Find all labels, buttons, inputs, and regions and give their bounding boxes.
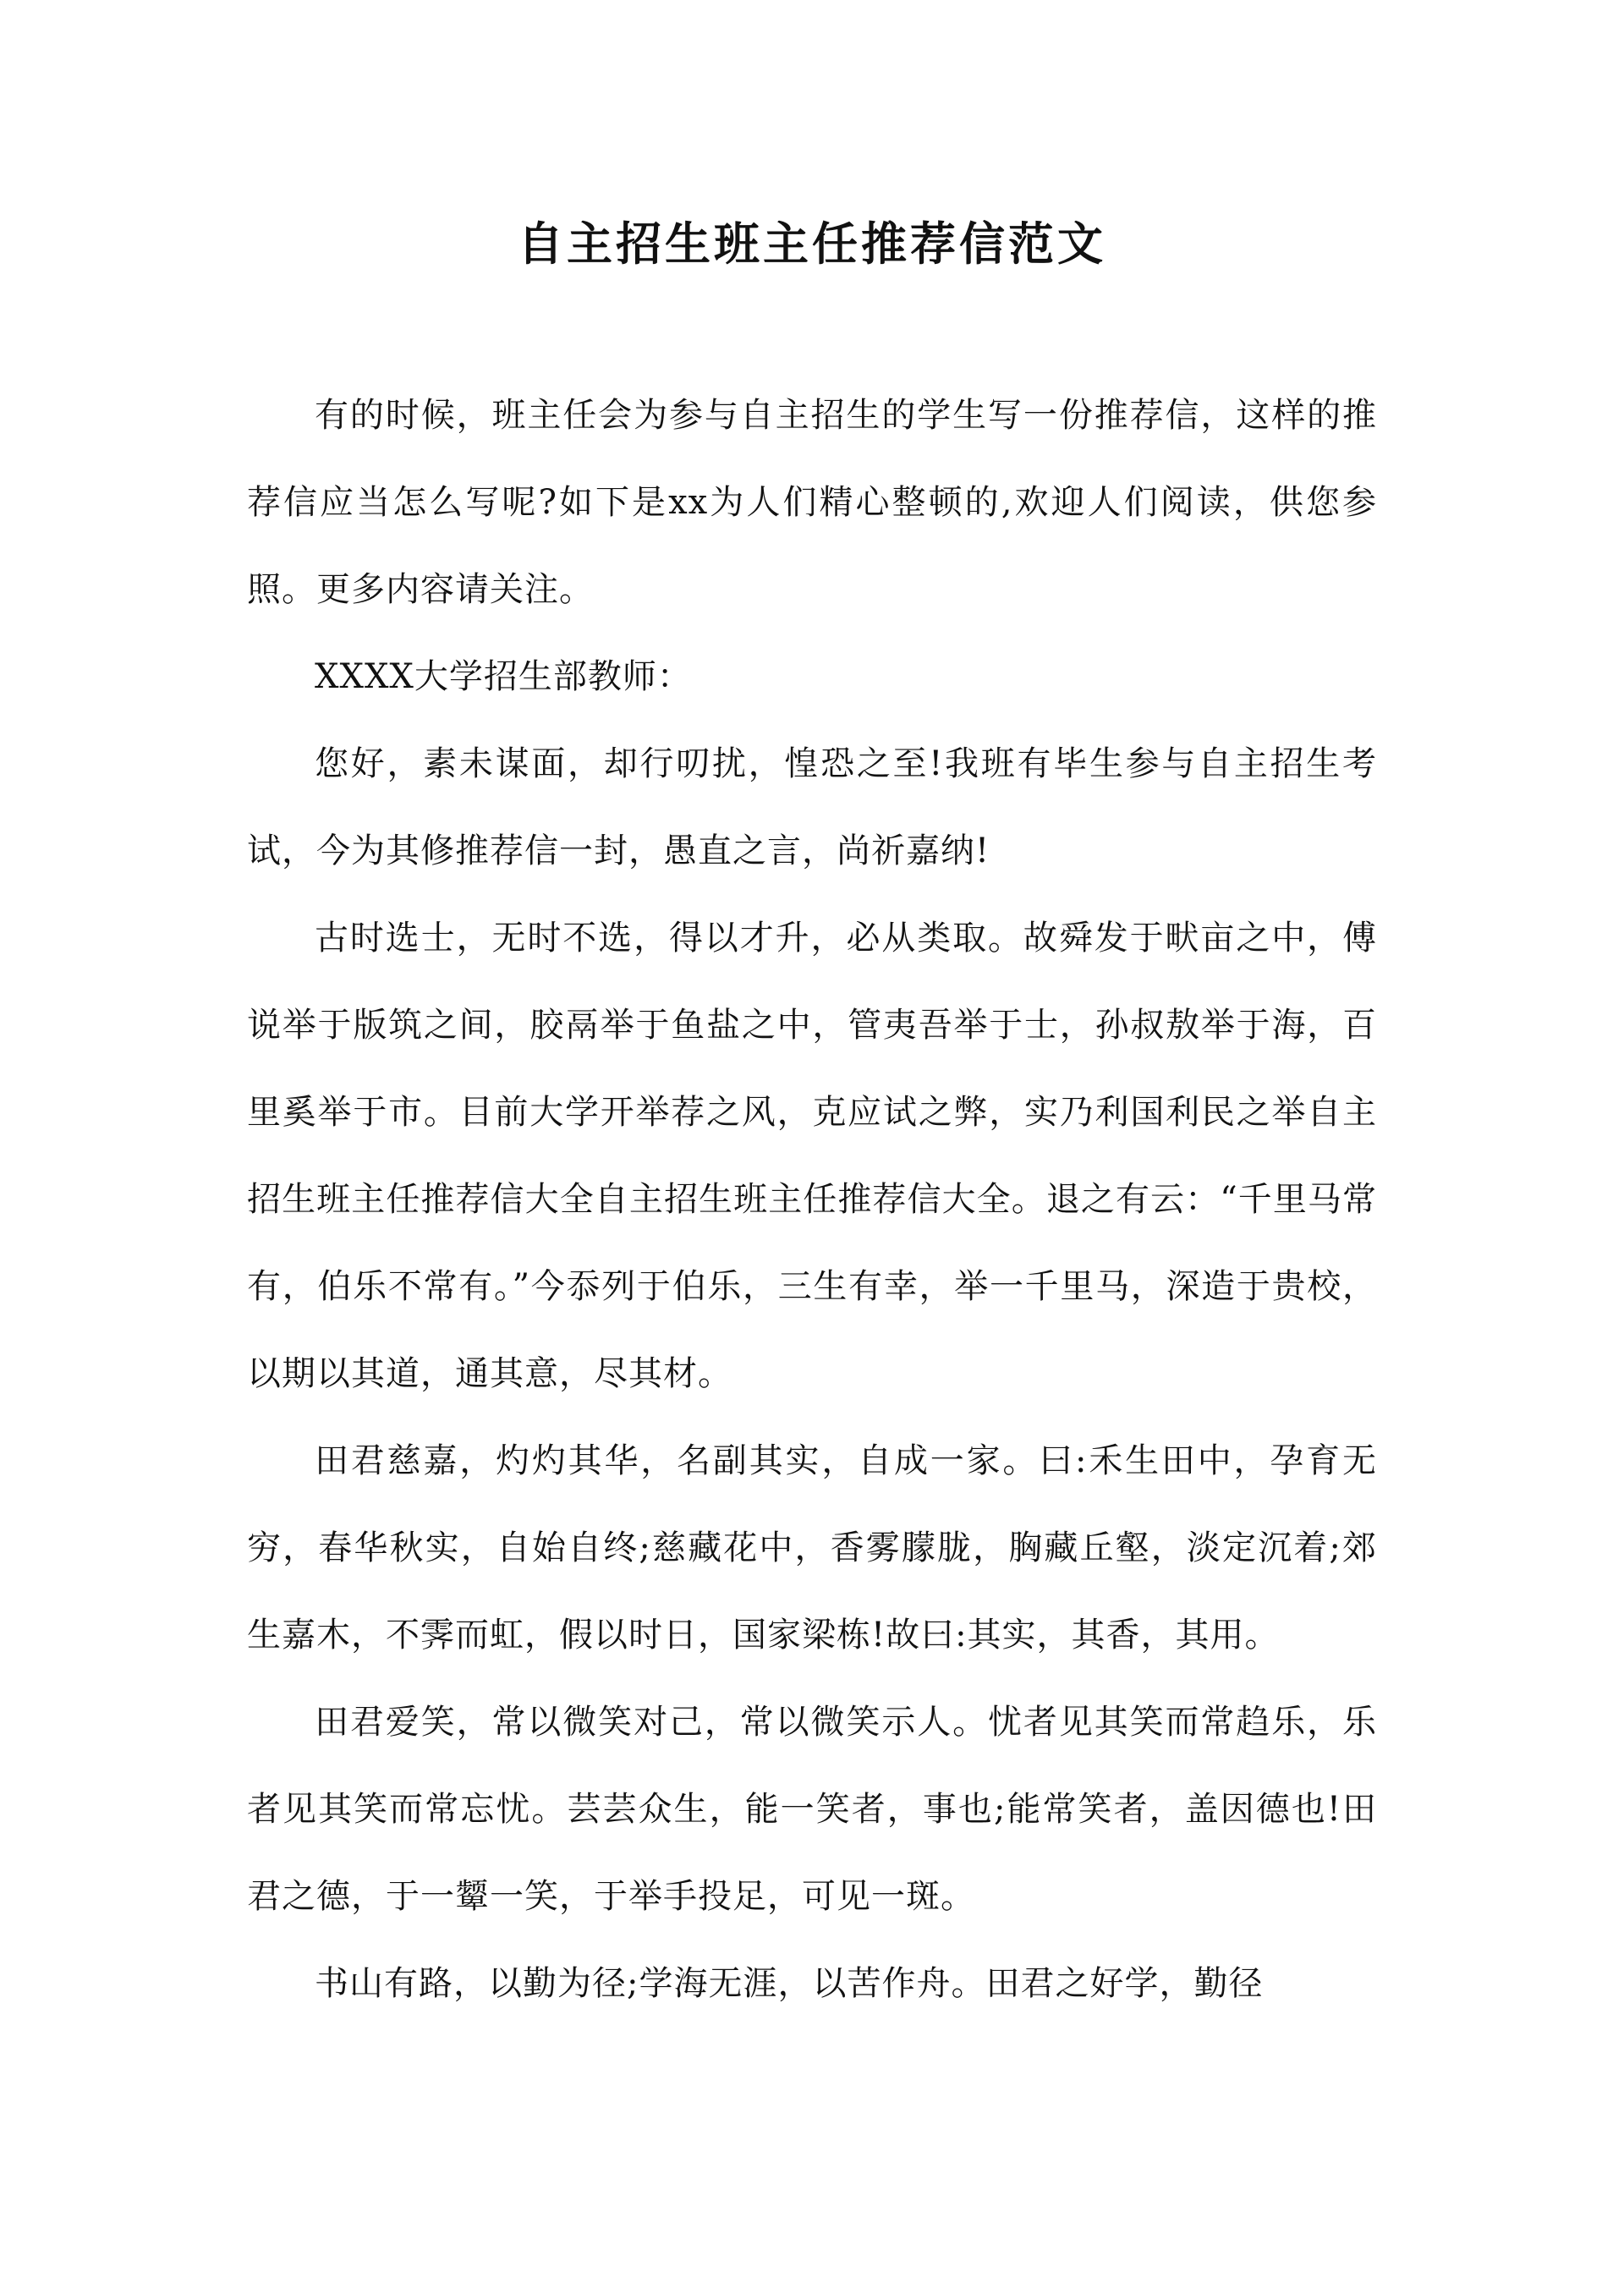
document-body [247, 372, 1377, 2028]
paragraph-intro: 有的时候，班主任会为参与自主招生的学生写一份推荐信，这样的推荐信应当怎么写呢?如下是xx为人们精心整顿的,欢迎人们阅读，供您参照。更多内容请关注。 [247, 396, 1377, 609]
paragraph-study: 书山有路，以勤为径;学海无涯，以苦作舟。田君之好学，勤径 [315, 1964, 1264, 2003]
document-title: 自主招生班主任推荐信范文 [518, 217, 1106, 271]
paragraph-smile: 田君爱笑，常以微笑对己，常以微笑示人。忧者见其笑而常趋乐，乐者见其笑而常忘忧。芸芸众生，能一笑者，事也;能常笑者，盖因德也!田君之德，于一颦一笑，于举手投足，可见一斑。 [247, 1703, 1377, 1916]
paragraph-selection: 古时选士，无时不选，得以才升，必从类取。故舜发于畎亩之中，傅说举于版筑之间，胶鬲举于鱼盐之中，管夷吾举于士，孙叔敖举于海，百里奚举于市。目前大学开举荐之风，克应试之弊，实乃利国利民之举自主招生班主任推荐信大全自主招生班主任推荐信大全。退之有云：“千里马常有，伯乐不常有。”今忝列于伯乐，三生有幸，举一千里马，深造于贵校，以期以其道，通其意，尽其材。 [247, 919, 1377, 1393]
paragraph-greeting: 您好，素未谋面，却行叨扰，惶恐之至!我班有毕生参与自主招生考试，今为其修推荐信一封，愚直之言，尚祈嘉纳! [247, 744, 1377, 870]
paragraph-character: 田君慈嘉，灼灼其华，名副其实，自成一家。曰:禾生田中，孕育无穷，春华秋实，自始自终;慈藏花中，香雾朦胧，胸藏丘壑，淡定沉着;郊生嘉木，不霁而虹，假以时日，国家梁栋!故曰:其实，其香，其用。 [247, 1441, 1377, 1655]
paragraph-salutation: XXXX大学招生部教师： [315, 657, 692, 696]
